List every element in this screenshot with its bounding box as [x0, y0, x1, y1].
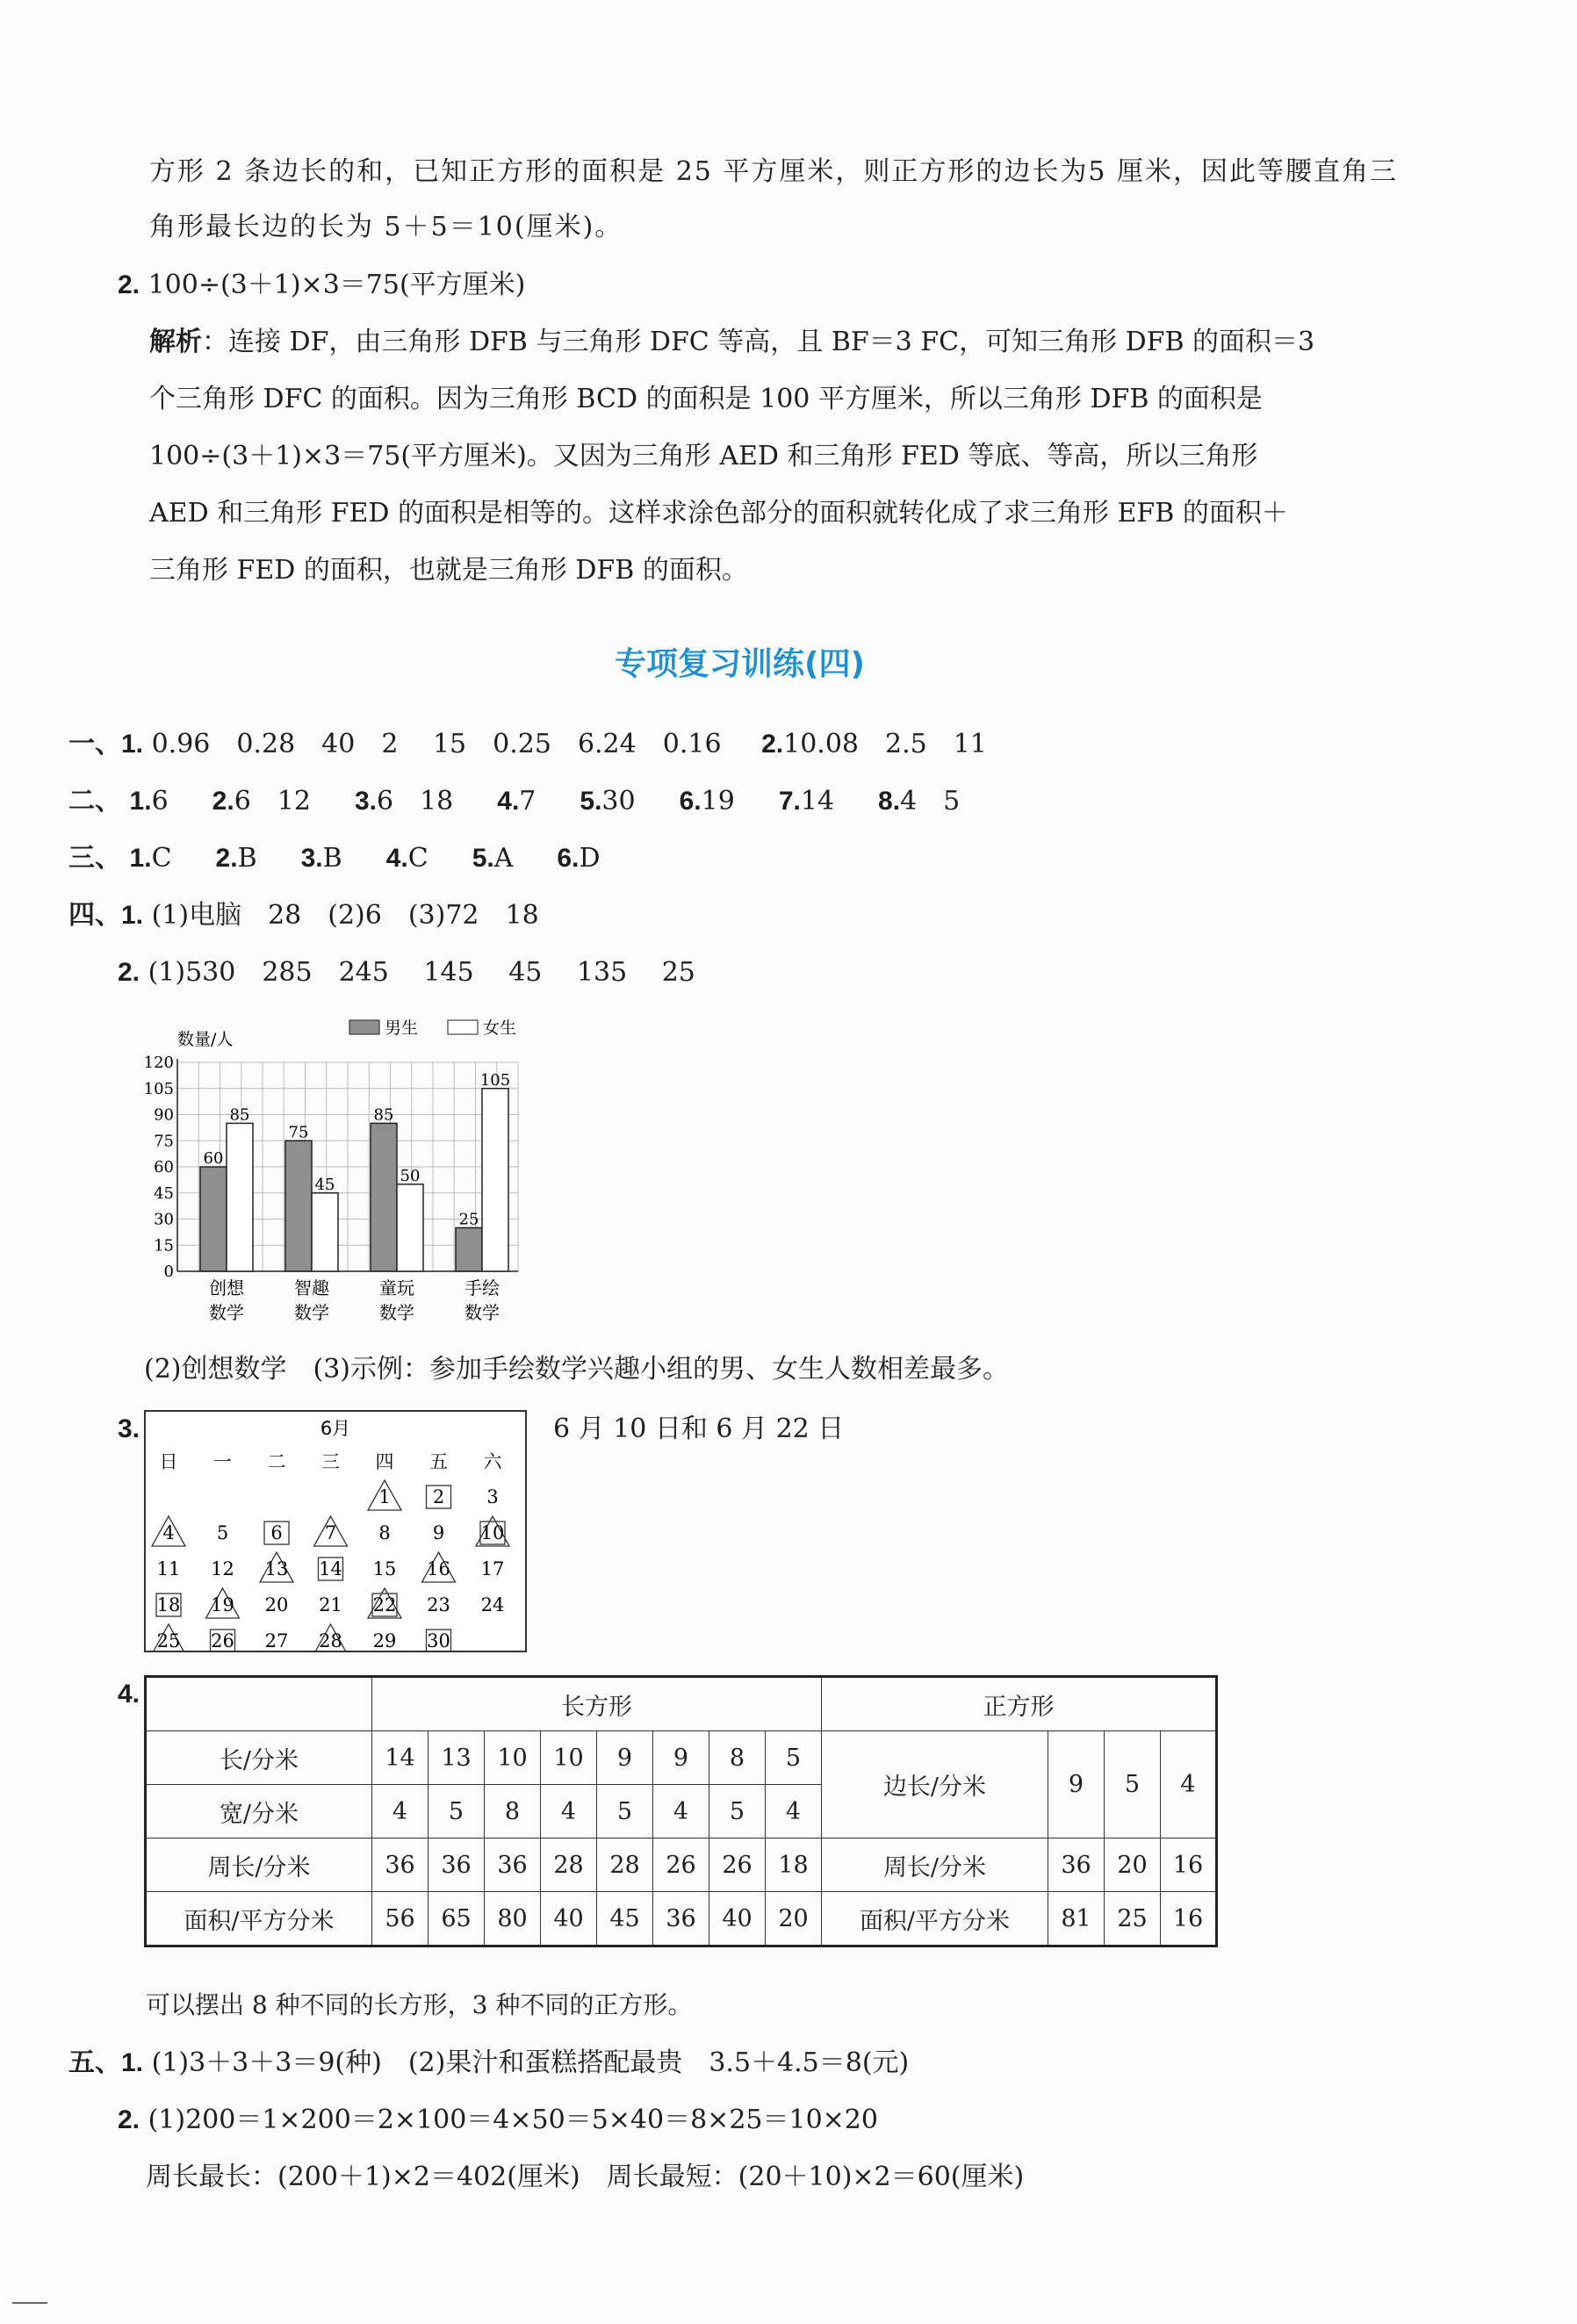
table-cell: 5: [709, 1785, 766, 1838]
part3-row: [68, 841, 601, 876]
table-cell: 4: [766, 1785, 822, 1838]
part2-q6-answer: 19: [701, 786, 735, 817]
y-tick-label: 75: [154, 1132, 174, 1151]
row-label: 长/分米: [146, 1731, 372, 1785]
table-corner: [146, 1677, 372, 1731]
bar-boys: [371, 1123, 397, 1271]
part2-q8-answer: 4 5: [900, 786, 961, 817]
part2-q3-answer: 6 18: [377, 786, 454, 817]
calendar-day: 18: [156, 1594, 181, 1615]
part5-q2-row: [118, 2103, 878, 2138]
calendar-day: 8: [378, 1522, 391, 1543]
table-cell: 4: [372, 1785, 428, 1838]
part2-q5-answer: 30: [601, 786, 636, 817]
part5-q1-row: [68, 2046, 909, 2081]
part2-items: [130, 786, 961, 817]
weekday-label: 一: [213, 1451, 232, 1472]
bar-value-label: 105: [479, 1070, 511, 1090]
part3-items: [130, 843, 601, 874]
legend-swatch-boys: [349, 1020, 379, 1034]
row-label: 面积/平方分米: [146, 1892, 372, 1946]
table-cell: 5: [597, 1785, 653, 1838]
category-label: 创想: [209, 1277, 244, 1299]
table-cell: 36: [428, 1838, 485, 1892]
part3-q6-answer: D: [579, 843, 601, 874]
calendar-day: 1: [378, 1486, 391, 1507]
category-label: 智趣: [294, 1277, 329, 1299]
bar-value-label: 60: [203, 1149, 224, 1168]
category-label: 数学: [294, 1302, 329, 1323]
bar-value-label: 85: [373, 1105, 394, 1125]
table-cell: 13: [428, 1731, 485, 1785]
part1-label: 一、: [68, 730, 121, 759]
table-row: [146, 1838, 1217, 1892]
square-cell: 4: [1161, 1731, 1217, 1838]
part3-q3-number: 3.: [300, 844, 323, 873]
weekday-label: 四: [375, 1451, 394, 1472]
calendar-day: 25: [156, 1630, 181, 1651]
table-cell: 45: [597, 1892, 653, 1946]
table-cell: 40: [541, 1892, 597, 1946]
table-cell: 80: [485, 1892, 541, 1946]
legend-label-boys: 男生: [385, 1018, 419, 1038]
part1-q2-number: 2.: [761, 730, 784, 759]
rect-header: 长方形: [372, 1677, 822, 1731]
calendar-day: 23: [427, 1594, 450, 1615]
calendar-day: 26: [211, 1630, 234, 1651]
part3-label: 三、: [68, 844, 121, 873]
row-label: 宽/分米: [146, 1785, 372, 1838]
y-tick-label: 60: [154, 1158, 174, 1176]
bar-value-label: 45: [314, 1175, 335, 1194]
calendar-day: 16: [427, 1558, 450, 1579]
bar-girls: [397, 1184, 423, 1271]
intro-line-1: 方形 2 条边长的和，已知正方形的面积是 25 平方厘米，则正方形的边长为5 厘米，因此等腰直角三: [149, 156, 1399, 187]
table-row: [146, 1892, 1217, 1946]
square-cell: 81: [1048, 1892, 1105, 1946]
part2-q2-number: 2.: [212, 787, 234, 816]
part4-label: 四、: [68, 901, 121, 930]
calendar-day: 14: [319, 1558, 342, 1579]
part4-q4-answer: 可以摆出 8 种不同的长方形，3 种不同的正方形。: [146, 1990, 693, 2019]
q2-analysis-4: AED 和三角形 FED 的面积是相等的。这样求涂色部分的面积就转化成了求三角形 EFB 的面积＋: [149, 498, 1288, 529]
part4-q2-followup: (2)创想数学 (3)示例：参加手绘数学兴趣小组的男、女生人数相差最多。: [144, 1354, 1009, 1385]
table-cell: 4: [653, 1785, 709, 1838]
part3-q2-number: 2.: [215, 844, 238, 873]
part3-q3-answer: B: [322, 843, 342, 874]
part5-q1-number: 1.: [121, 2048, 144, 2077]
calendar-month: 6月: [320, 1418, 351, 1439]
q2-answer: 100÷(3＋1)×3＝75(平方厘米): [148, 270, 526, 300]
calendar-day: 12: [211, 1558, 234, 1579]
bar-boys: [200, 1167, 227, 1271]
table-cell: 36: [653, 1892, 709, 1946]
table-cell: 10: [485, 1731, 541, 1785]
square-cell: 5: [1105, 1731, 1161, 1838]
part2-q2-answer: 6 12: [234, 786, 311, 817]
y-tick-label: 15: [154, 1236, 174, 1256]
part2-q7-number: 7.: [778, 787, 801, 816]
weekday-label: 三: [321, 1451, 340, 1472]
part4-q1-answer: (1)电脑 28 (2)6 (3)72 18: [151, 900, 539, 931]
square-cell: 16: [1161, 1838, 1217, 1892]
part2-q4-number: 4.: [497, 787, 520, 816]
table-header-row: [146, 1677, 1217, 1731]
square-cell: 36: [1048, 1838, 1105, 1892]
table-cell: 14: [372, 1731, 428, 1785]
part2-q1-number: 1.: [129, 787, 152, 816]
calendar-day: 6: [270, 1522, 283, 1543]
part3-q4-number: 4.: [385, 844, 408, 873]
part2-label: 二、: [68, 787, 121, 816]
part5-label: 五、: [68, 2048, 121, 2077]
table-cell: 36: [372, 1838, 428, 1892]
part2-q1-answer: 6: [151, 786, 169, 817]
q2-analysis-1: [149, 325, 1314, 360]
y-tick-label: 120: [143, 1054, 174, 1072]
table-cell: 36: [485, 1838, 541, 1892]
category-label: 数学: [209, 1302, 244, 1323]
part5-q2-number: 2.: [118, 2105, 140, 2134]
category-label: 手绘: [464, 1277, 500, 1299]
calendar-day: 5: [216, 1522, 229, 1543]
part2-q4-answer: 7: [519, 786, 536, 817]
analysis-text-1: ：连接 DF，由三角形 DFB 与三角形 DFC 等高，且 BF＝3 FC，可知三角形 DFB 的面积＝3: [202, 327, 1315, 357]
table-cell: 4: [541, 1785, 597, 1838]
part4-q2-number: 2.: [118, 958, 140, 987]
calendar-day: 9: [432, 1522, 445, 1543]
part4-q3-answer: 6 月 10 日和 6 月 22 日: [553, 1414, 845, 1444]
section-title: 专项复习训练(四): [615, 646, 865, 682]
table-row: [146, 1731, 1217, 1785]
table-cell: 20: [766, 1892, 822, 1946]
weekday-label: 六: [483, 1451, 502, 1472]
bar-chart: [132, 1010, 536, 1335]
part1-row: [68, 727, 987, 762]
calendar-day: 27: [264, 1630, 289, 1651]
part1-q1-answer: 0.96 0.28 40 2 15 0.25 6.24 0.16: [151, 729, 722, 759]
bar-boys: [456, 1227, 482, 1271]
y-tick-label: 90: [154, 1105, 174, 1125]
part3-q5-number: 5.: [472, 844, 494, 873]
part4-q2-answer: (1)530 285 245 145 45 135 25: [148, 957, 695, 988]
q2-analysis-5: 三角形 FED 的面积，也就是三角形 DFB 的面积。: [149, 555, 748, 586]
part3-q5-answer: A: [493, 843, 514, 874]
part3-q1-answer: C: [151, 843, 172, 874]
table-cell: 65: [428, 1892, 485, 1946]
y-tick-label: 105: [143, 1079, 174, 1098]
row-label: 周长/分米: [146, 1838, 372, 1892]
part2-q8-number: 8.: [878, 787, 901, 816]
analysis-label: 解析: [149, 327, 202, 357]
table-cell: 40: [709, 1892, 766, 1946]
weekday-label: 二: [267, 1451, 286, 1472]
bar-value-label: 50: [400, 1166, 421, 1185]
y-axis-title: 数量/人: [177, 1030, 234, 1049]
calendar-day: 10: [480, 1522, 505, 1543]
table-cell: 26: [653, 1838, 709, 1892]
part4-q3-number: 3.: [118, 1414, 140, 1443]
legend-label-girls: 女生: [483, 1018, 517, 1038]
table-cell: 18: [766, 1838, 822, 1892]
june-calendar: [144, 1410, 527, 1652]
table-cell: 26: [709, 1838, 766, 1892]
intro-line-2: 角形最长边的长为 5＋5＝10(厘米)。: [149, 212, 623, 242]
q2-analysis-2: 个三角形 DFC 的面积。因为三角形 BCD 的面积是 100 平方厘米，所以三角形 DFB 的面积是: [149, 384, 1263, 414]
q2-analysis-3: 100÷(3＋1)×3＝75(平方厘米)。又因为三角形 AED 和三角形 FED 等底、等高，所以三角形: [149, 441, 1258, 471]
part5-q2-followup: 周长最长：(200＋1)×2＝402(厘米) 周长最短：(20＋10)×2＝60(厘米): [146, 2162, 1025, 2192]
part2-row: [68, 784, 960, 819]
part4-q1-row: [68, 898, 539, 933]
table-cell: 28: [597, 1838, 653, 1892]
square-row-label: 面积/平方分米: [822, 1892, 1048, 1946]
square-header: 正方形: [822, 1677, 1217, 1731]
calendar-day: 28: [319, 1630, 342, 1651]
table-cell: 9: [653, 1731, 709, 1785]
y-tick-label: 45: [154, 1184, 174, 1203]
square-row-label: 边长/分米: [822, 1731, 1048, 1838]
part2-q5-number: 5.: [580, 787, 602, 816]
bar-girls: [312, 1193, 338, 1271]
table-cell: 28: [541, 1838, 597, 1892]
part2-q6-number: 6.: [679, 787, 702, 816]
square-cell: 9: [1048, 1731, 1105, 1838]
bar-boys: [285, 1140, 312, 1271]
table-cell: 5: [428, 1785, 485, 1838]
calendar-day: 21: [319, 1594, 342, 1615]
part4-q4-number: 4.: [118, 1680, 140, 1709]
part2-q3-number: 3.: [354, 787, 377, 816]
calendar-day: 3: [486, 1486, 499, 1507]
part5-q2-answer: (1)200＝1×200＝2×100＝4×50＝5×40＝8×25＝10×20: [148, 2105, 878, 2135]
y-tick-label: 0: [163, 1263, 174, 1281]
square-cell: 16: [1161, 1892, 1217, 1946]
category-label: 数学: [464, 1302, 500, 1323]
calendar-day: 2: [432, 1486, 445, 1507]
part3-q2-answer: B: [237, 843, 257, 874]
table-cell: 5: [766, 1731, 822, 1785]
category-label: 数学: [379, 1302, 414, 1323]
table-cell: 8: [709, 1731, 766, 1785]
bar-girls: [227, 1123, 253, 1271]
legend-swatch-girls: [448, 1020, 478, 1034]
square-cell: 25: [1105, 1892, 1161, 1946]
table-cell: 56: [372, 1892, 428, 1946]
table-cell: 9: [597, 1731, 653, 1785]
footer-rule: [12, 2302, 47, 2304]
part1-q2-answer: 10.08 2.5 11: [783, 729, 987, 759]
calendar-day: 30: [427, 1630, 450, 1651]
calendar-day: 19: [211, 1594, 234, 1615]
part3-q4-answer: C: [407, 843, 428, 874]
square-cell: 20: [1105, 1838, 1161, 1892]
calendar-day: 13: [264, 1558, 289, 1579]
part2-q7-answer: 14: [800, 786, 835, 817]
bar-value-label: 75: [288, 1123, 309, 1142]
shape-table: [144, 1675, 1218, 1947]
weekday-label: 日: [159, 1451, 178, 1472]
calendar-day: 11: [156, 1558, 181, 1579]
calendar-day: 24: [480, 1594, 505, 1615]
q2-number: 2.: [118, 270, 140, 299]
square-row-label: 周长/分米: [822, 1838, 1048, 1892]
weekday-label: 五: [429, 1451, 448, 1472]
calendar-day: 15: [372, 1558, 397, 1579]
bar-value-label: 25: [458, 1210, 479, 1229]
part4-q2-row: [118, 955, 695, 990]
calendar-day: 22: [372, 1594, 397, 1615]
bar-girls: [482, 1089, 508, 1271]
part5-q1-answer: (1)3＋3＋3＝9(种) (2)果汁和蛋糕搭配最贵 3.5＋4.5＝8(元): [151, 2047, 910, 2078]
calendar-day: 7: [324, 1522, 337, 1543]
calendar-day: 17: [480, 1558, 505, 1579]
calendar-day: 29: [372, 1630, 397, 1651]
bar-value-label: 85: [229, 1105, 250, 1125]
calendar-day: 20: [264, 1594, 289, 1615]
table-cell: 10: [541, 1731, 597, 1785]
y-tick-label: 30: [154, 1210, 174, 1229]
part1-q1-number: 1.: [121, 730, 144, 759]
calendar-day: 4: [162, 1522, 175, 1543]
table-cell: 8: [485, 1785, 541, 1838]
part4-q1-number: 1.: [121, 901, 144, 930]
part3-q1-number: 1.: [129, 844, 152, 873]
q2-row: [118, 268, 525, 303]
category-label: 童玩: [379, 1277, 414, 1299]
part3-q6-number: 6.: [557, 844, 580, 873]
